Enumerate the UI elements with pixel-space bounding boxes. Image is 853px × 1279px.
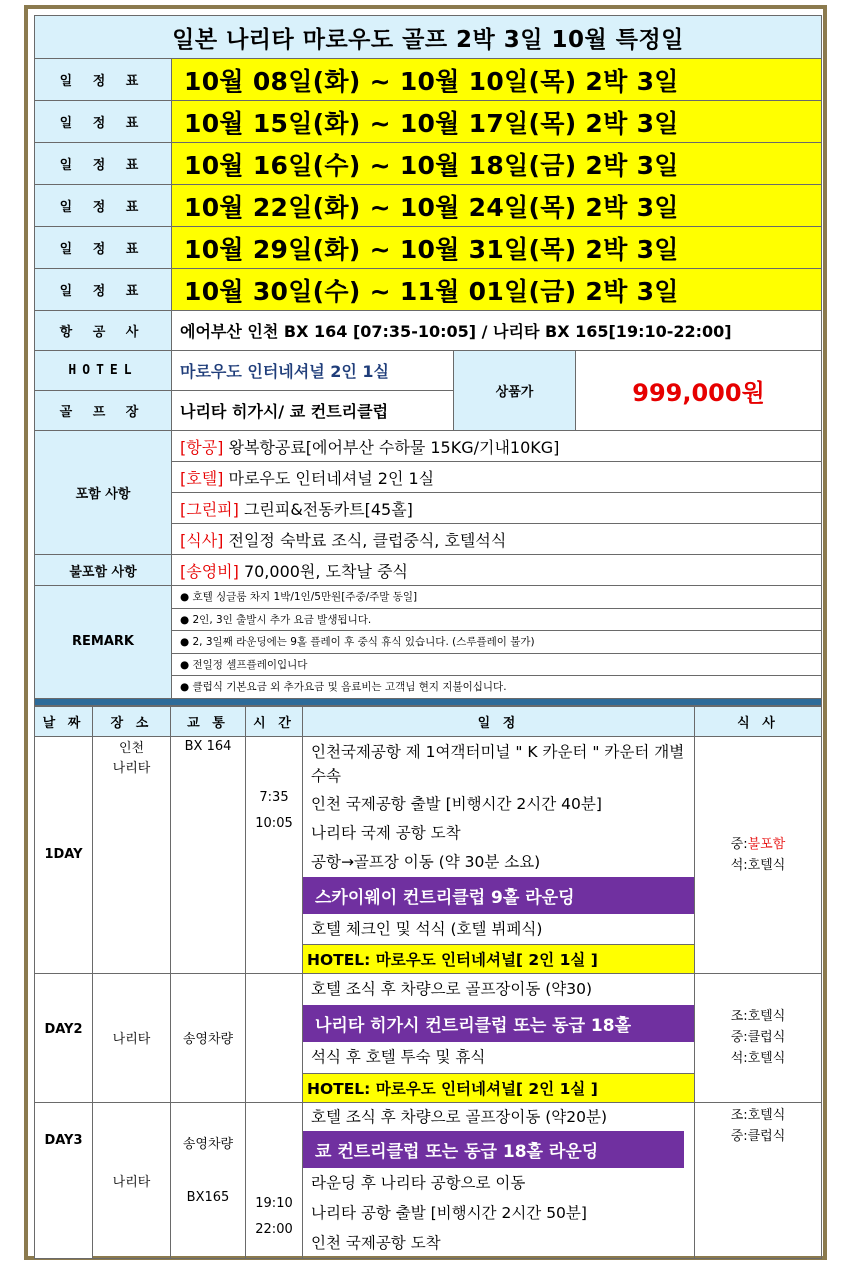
schedule-date: 10월 30일(수) ~ 11월 01일(금) 2박 3일 — [172, 269, 822, 311]
day-schedule — [303, 1102, 695, 1258]
day-label: DAY3 — [35, 1102, 93, 1258]
golf-value: 나리타 히가시/ 쿄 컨트리클럽 — [172, 391, 454, 431]
airline-label: 항 공 사 — [35, 311, 172, 351]
schedule-date: 10월 16일(수) ~ 10월 18일(금) 2박 3일 — [172, 143, 822, 185]
remark-item: ● 전일정 셀프플레이입니다 — [172, 653, 822, 676]
round-highlight: 스카이웨이 컨트리클럽 9홀 라운딩 — [303, 877, 694, 914]
day-label: 1DAY — [35, 736, 93, 973]
day-meals — [695, 736, 822, 973]
meal-dinner: 석:호텔식 — [730, 1051, 786, 1066]
day-meals — [695, 1102, 822, 1258]
transport-shuttle: 송영차량 — [182, 1136, 234, 1152]
round-highlight: 쿄 컨트리클럽 또는 동급 18홀 라운딩 — [303, 1131, 684, 1168]
schedule-label: 일 정 표 — [35, 269, 172, 311]
schedule-item: 나리타 국제 공항 도착 — [311, 823, 461, 842]
header-transport: 교 통 — [171, 706, 246, 736]
page-title: 일본 나리타 마로우도 골프 2박 3일 10월 특정일 — [35, 16, 822, 59]
schedule-date: 10월 08일(화) ~ 10월 10일(목) 2박 3일 — [172, 59, 822, 101]
schedule-label: 일 정 표 — [35, 59, 172, 101]
transport-flight: BX165 — [186, 1189, 230, 1205]
header-schedule: 일 정 — [303, 706, 695, 736]
meal-lunch: 중:불포함 — [730, 836, 786, 852]
schedule-item: 인천국제공항 제 1여객터미널 " K 카운터 " 카운터 개별수속 — [311, 742, 685, 785]
round-highlight: 나리타 히가시 컨트리클럽 또는 동급 18홀 — [303, 1005, 694, 1042]
schedule-item: 석식 후 호텔 투숙 및 휴식 — [303, 1042, 694, 1074]
price-label: 상품가 — [454, 351, 576, 431]
schedule-date: 10월 15일(화) ~ 10월 17일(목) 2박 3일 — [172, 101, 822, 143]
schedule-item: 인천 국제공항 출발 [비행시간 2시간 40분] — [311, 794, 602, 813]
product-summary-table — [34, 15, 822, 706]
hotel-line: HOTEL: 마로우도 인터네셔널[ 2인 1실 ] — [303, 1074, 694, 1102]
header-place: 장 소 — [93, 706, 171, 736]
included-item: [항공] 왕복항공료[에어부산 수하물 15KG/기내10KG] — [172, 431, 822, 462]
included-item: [그린피] 그린피&전동카트[45홀] — [172, 493, 822, 524]
day-transport — [171, 1102, 246, 1258]
header-meal: 식 사 — [695, 706, 822, 736]
schedule-item: 라운딩 후 나리타 공항으로 이동 — [311, 1173, 526, 1192]
day-times — [246, 736, 303, 973]
remark-item: ● 2, 3일째 라운딩에는 9홀 플레이 후 중식 휴식 있습니다. (스루플레이 불가) — [172, 631, 822, 654]
remark-item: ● 클럽식 기본요금 외 추가요금 및 음료비는 고객님 현지 지불이십니다. — [172, 676, 822, 699]
day-schedule — [303, 736, 695, 973]
schedule-label: 일 정 표 — [35, 227, 172, 269]
itinerary-table — [34, 706, 822, 1259]
hotel-line: HOTEL: 마로우도 인터네셔널[ 2인 1실 ] — [303, 945, 694, 973]
schedule-item: 호텔 조식 후 차량으로 골프장이동 (약30) — [311, 979, 593, 998]
hotel-label: HOTEL — [35, 351, 172, 391]
depart-time: 19:10 — [255, 1195, 293, 1211]
meal-breakfast: 조:호텔식 — [730, 1009, 786, 1024]
excluded-label: 불포함 사항 — [35, 555, 172, 586]
day-meals — [695, 973, 822, 1102]
schedule-label: 일 정 표 — [35, 143, 172, 185]
price-value: 999,000원 — [576, 351, 822, 431]
day-place: 나리타 — [93, 973, 171, 1102]
document-frame — [24, 5, 827, 1260]
meal-lunch: 중:클럽식 — [730, 1128, 786, 1144]
meal-lunch: 중:클럽식 — [730, 1030, 786, 1045]
arrive-time: 10:05 — [255, 815, 293, 831]
remark-item: ● 2인, 3인 출발시 추가 요금 발생됩니다. — [172, 608, 822, 631]
schedule-item: 호텔 조식 후 차량으로 골프장이동 (약20분) — [311, 1107, 608, 1126]
schedule-item: 호텔 체크인 및 석식 (호텔 뷔페식) — [303, 914, 694, 945]
header-date: 날 짜 — [35, 706, 93, 736]
section-divider — [35, 698, 822, 705]
included-item: [식사] 전일정 숙박료 조식, 클럽중식, 호텔석식 — [172, 524, 822, 555]
day-place: 나리타 — [93, 1102, 171, 1258]
excluded-item: [송영비] 70,000원, 도착날 중식 — [172, 555, 822, 586]
schedule-label: 일 정 표 — [35, 185, 172, 227]
arrive-time: 22:00 — [255, 1221, 293, 1237]
schedule-date: 10월 29일(화) ~ 10월 31일(목) 2박 3일 — [172, 227, 822, 269]
golf-label: 골 프 장 — [35, 391, 172, 431]
day-label: DAY2 — [35, 973, 93, 1102]
schedule-item: 인천 국제공항 도착 — [311, 1233, 441, 1252]
meal-dinner: 석:호텔식 — [730, 857, 786, 873]
schedule-date: 10월 22일(화) ~ 10월 24일(목) 2박 3일 — [172, 185, 822, 227]
remark-label: REMARK — [35, 586, 172, 699]
schedule-item: 나리타 공항 출발 [비행시간 2시간 50분] — [311, 1203, 587, 1222]
included-label: 포함 사항 — [35, 431, 172, 555]
hotel-value: 마로우도 인터네셔널 2인 1실 — [172, 351, 454, 391]
schedule-label: 일 정 표 — [35, 101, 172, 143]
day-times — [246, 973, 303, 1102]
day-transport: BX 164 — [171, 736, 246, 973]
airline-value: 에어부산 인천 BX 164 [07:35-10:05] / 나리타 BX 165[19:10-22:00] — [172, 311, 822, 351]
included-item: [호텔] 마로우도 인터네셔널 2인 1실 — [172, 462, 822, 493]
day-times — [246, 1102, 303, 1258]
day-schedule — [303, 973, 695, 1102]
remark-item: ● 호텔 싱글룸 차지 1박/1인/5만원[주중/주말 동일] — [172, 586, 822, 609]
meal-breakfast: 조:호텔식 — [730, 1107, 786, 1123]
schedule-item: 공항→골프장 이동 (약 30분 소요) — [311, 852, 541, 871]
day-place: 인천 나리타 — [93, 736, 171, 973]
depart-time: 7:35 — [259, 789, 289, 805]
header-time: 시 간 — [246, 706, 303, 736]
day-transport: 송영차량 — [171, 973, 246, 1102]
